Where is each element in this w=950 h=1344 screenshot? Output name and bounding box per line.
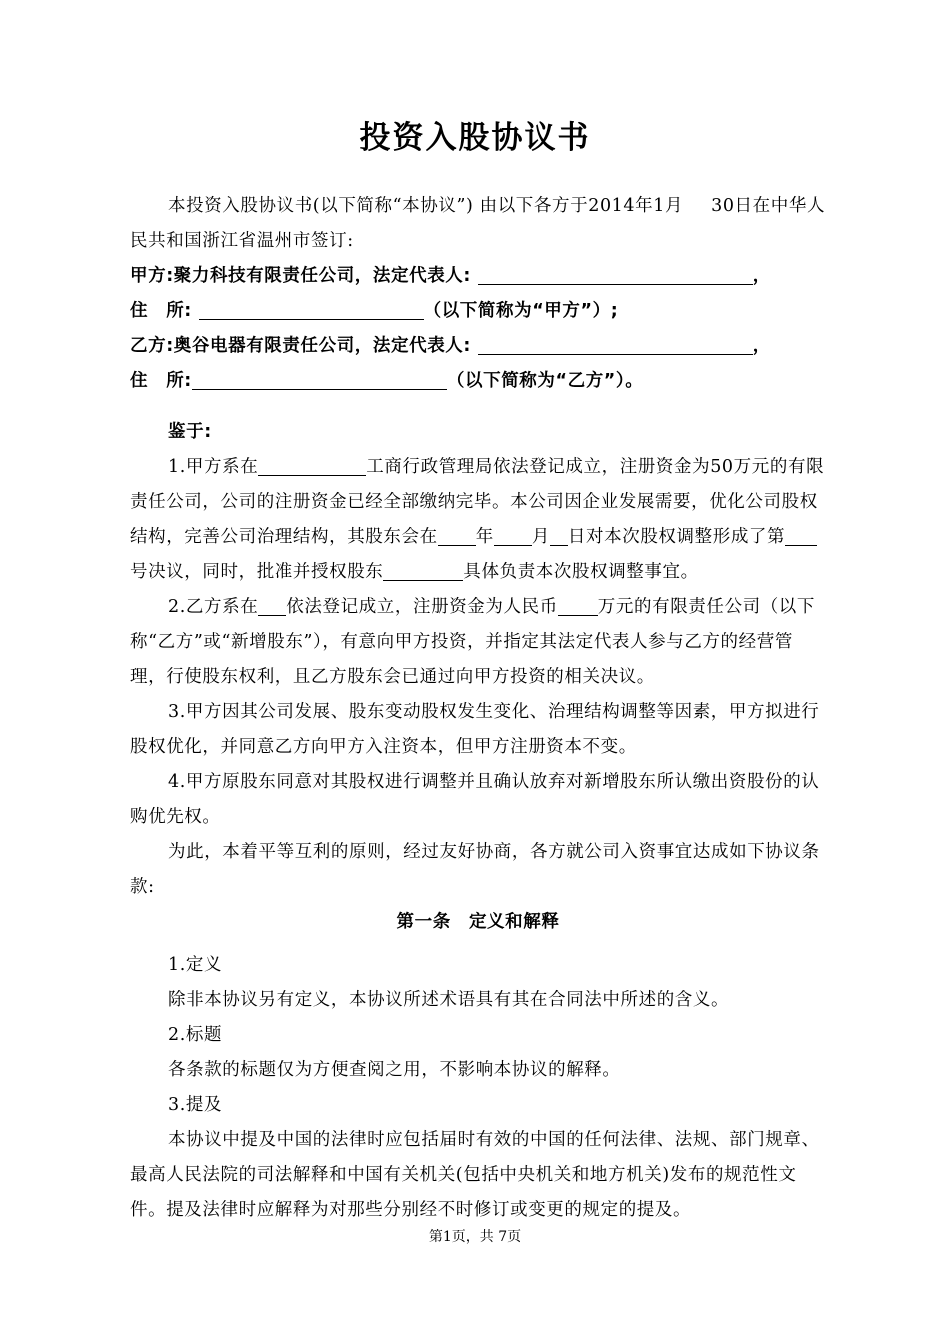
w2-text-a: 2.乙方系在 [168,597,259,617]
party-a-address-line [130,294,826,329]
registry-blank [258,453,366,476]
party-b-line [130,329,826,364]
whereas-item-3: 3.甲方因其公司发展、股东变动股权发生变化、治理结构调整等因素，甲方拟进行股权优化，并同意乙方向甲方入注资本，但甲方注册资本不变。 [130,702,820,757]
party-a-suffix: （以下简称为“甲方”）; [423,301,619,321]
intro-text: 本投资入股协议书(以下简称“本协议”) 由以下各方于2014年1月 [168,196,684,216]
w1-text-e: 具体负责本次股权调整事宜。 [463,562,699,582]
party-b-label: 乙方:奥谷电器有限责任公司，法定代表人: [130,336,471,356]
party-a-line [130,259,826,294]
party-a-address-blank [199,297,424,320]
registration-place-blank [258,593,286,616]
w2-text-c: 万元的有限责任公司（以下称“乙方”或“新增股东”），有意向甲方投资，并指定其法定代表人参与乙方的经营管理，行使股东权利，且乙方股东会已通过向甲方投资的相关决议。 [130,597,815,687]
party-b-representative-blank [478,332,753,355]
headings-text: 各条款的标题仅为方便查阅之用，不影响本协议的解释。 [168,1060,621,1080]
party-a-address-label: 住 所: [130,301,192,321]
w1-year: 年 [475,527,494,547]
party-a-representative-blank [478,262,753,285]
intro-paragraph [130,189,826,259]
shareholder-blank [383,558,463,581]
whereas-heading: 鉴于: [168,422,212,442]
article-1-heading: 第一条 定义和解释 [396,912,560,932]
month-blank [494,523,532,546]
w1-month: 月 [531,527,550,547]
page-footer: 第1页，共 7页 [428,1229,522,1245]
document-body [130,189,826,1228]
resolution-number-blank [785,523,817,546]
definition-text: 除非本协议另有定义，本协议所述术语具有其在合同法中所述的含义。 [168,990,730,1010]
headings-label: 2.标题 [168,1025,223,1045]
reference-label: 3.提及 [168,1095,223,1115]
w2-text-b: 依法登记成立，注册资金为人民币 [286,597,558,617]
whereas-item-4: 4.甲方原股东同意对其股权进行调整并且确认放弃对新增股东所认缴出资股份的认购优先权。 [130,772,820,827]
w1-text-a: 1.甲方系在 [168,457,259,477]
w1-text-c: 日对本次股权调整形成了第 [567,527,786,547]
intro-day: 30日 [711,196,753,216]
year-blank [438,523,476,546]
party-a-comma: ， [752,266,771,286]
intro-text-2: 在中华人民共和国浙江省温州市签订: [130,196,826,251]
party-b-address-line [130,364,826,399]
w1-text-d: 号决议，同时，批准并授权股东 [130,562,384,582]
party-b-suffix: （以下简称为“乙方”）。 [446,371,644,391]
document-title: 投资入股协议书 [359,120,591,156]
whereas-item-1 [130,450,826,590]
day-blank [550,523,568,546]
party-b-comma: ， [752,336,771,356]
w1-text-b: 工商行政管理局依法登记成立，注册资金为50万元的有限责任公司，公司的注册资金已经全部缴纳完毕。本公司因企业发展需要，优化公司股权结构，完善公司治理结构，其股东会在 [130,457,825,547]
whereas-item-2 [130,590,826,695]
capital-blank [558,593,598,616]
definition-label: 1.定义 [168,955,223,975]
party-a-label: 甲方:聚力科技有限责任公司，法定代表人: [130,266,471,286]
party-b-address-blank [192,367,447,390]
party-b-address-label: 住 所: [130,371,192,391]
agreement-lead-in: 为此，本着平等互利的原则，经过友好协商，各方就公司入资事宜达成如下协议条款: [130,842,820,897]
reference-text: 本协议中提及中国的法律时应包括届时有效的中国的任何法律、法规、部门规章、最高人民法院的司法解释和中国有关机关(包括中央机关和地方机关)发布的规范性文件。提及法律时应解释为对那些分别经不时修订或变更的规定的提及。 [130,1130,820,1220]
